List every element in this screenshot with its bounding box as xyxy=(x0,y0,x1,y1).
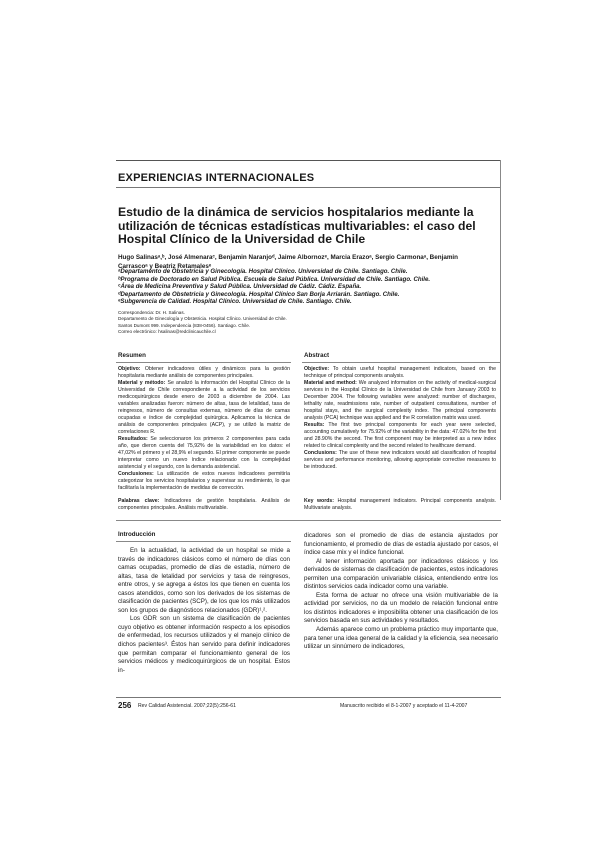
intro-paragraph: dicadores son el promedio de días de estancia ajustados por funcionamiento, el promedio de días de estadía ajustado por casos, el índice case mix y el índice funcional. xyxy=(304,532,498,557)
abstract-keywords: Key words: Hospital management indicators. Principal components analysis. Multivariate analysis. xyxy=(304,498,496,511)
intro-left-column xyxy=(118,547,290,675)
abstract-heading: Abstract xyxy=(304,352,330,359)
correspondence-line: Correspondencia: Dr. H. Salinas. xyxy=(118,310,185,315)
intro-rule xyxy=(116,541,291,542)
intro-right-column xyxy=(304,532,498,652)
right-vertical-rule xyxy=(500,160,501,500)
affiliation: ᵇPrograma de Doctorado en Salud Pública. Escuela de Salud Pública. Universidad de Chile. Santiago. Chile. xyxy=(118,275,431,283)
resumen-rule xyxy=(116,362,291,363)
affiliation: ᶜÁrea de Medicina Preventiva y Salud Pública. Universidad de Cádiz. Cádiz. España. xyxy=(118,283,362,291)
resumen-keywords: Palabras clave: Indicadores de gestión hospitalaria. Análisis de componentes principales. Análisis multivariable. xyxy=(118,498,290,511)
top-rule xyxy=(116,160,501,161)
received-date: Manuscrito recibido el 8-1-2007 y aceptado el 11-4-2007 xyxy=(340,703,468,709)
correspondence-line: Departamento de Ginecología y Obstetricia. Hospital Clínico. Universidad de Chile. xyxy=(118,316,287,322)
intro-paragraph: Además aparece como un problema práctico muy importante que, para tener una idea general de la calidad y la eficiencia, sea necesario utilizar un sinnúmero de indicadores, xyxy=(304,626,498,651)
resumen-objetivo: Objetivo: Obtener indicadores útiles y dinámicos para la gestión hospitalaria mediante análisis de componentes principales. xyxy=(118,366,290,379)
abstract-results: Results: The first two principal components for each year were selected, accounting cumulatively for 75.92% of the variability in the data: 47.02% for the first and 28.90% the second. The first component may be interpreted as a new index related to clinical complexity and the second related to healthcare demand. xyxy=(304,422,496,449)
abstract-objective: Objective: To obtain useful hospital management indicators, based on the technique of principal components analysis. xyxy=(304,366,496,379)
intro-paragraph: Al tener información aportada por indicadores clásicos y los derivados de sistemas de clasificación de pacientes, estos indicadores permiten una comparación univariable clásica, entendiendo entre los distintos servicios cada indicador como una variable. xyxy=(304,557,498,591)
resumen-conclusiones: Conclusiones: La utilización de estos nuevos indicadores permitiría categorizar los servicios hospitalarios y supervisar su rendimiento, lo que facilitaría la implementación de medidas de corrección. xyxy=(118,471,290,491)
intro-paragraph: Esta forma de actuar no ofrece una visión multivariable de la actividad por servicios, no da un modelo de relación funcional entre los distintos indicadores e imposibilita obtener una clasificación de los servicios basada en sus actividades y resultados. xyxy=(304,591,498,625)
resumen-body xyxy=(118,366,290,492)
article-title: Estudio de la dinámica de servicios hospitalarios mediante la utilización de técnicas estadísticas multivariables: el caso del Hospital Clínico de la Universidad de Chile xyxy=(118,205,476,247)
journal-citation: Rev Calidad Asistencial. 2007;22(5):256-61 xyxy=(138,703,236,709)
affiliation: ᵈDepartamento de Obstetricia y Ginecología. Hospital Clínico San Borja Arriarán. Santiago. Chile. xyxy=(118,290,400,298)
affiliations xyxy=(118,268,488,306)
footer-rule xyxy=(116,697,501,698)
correspondence xyxy=(118,310,478,335)
correspondence-line: Santos Dumont 999. Independencia (838-0456). Santiago. Chile. xyxy=(118,322,251,328)
abstract-rule xyxy=(302,362,500,363)
resumen-resultados: Resultados: Se seleccionaron los primeros 2 componentes para cada año, que dieron cuenta del 75,92% de la variabilidad en los datos: el 47,02% el primero y el 28,9% el segundo. El primer componente se puede interpretar como un nuevo índice relacionado con la complejidad asistencial y el segundo, con la demanda asistencial. xyxy=(118,436,290,470)
intro-heading: Introducción xyxy=(118,531,156,538)
resumen-heading: Resumen xyxy=(118,352,146,359)
abstract-body xyxy=(304,366,496,472)
page-number: 256 xyxy=(118,701,132,710)
authors: Hugo Salinasᵃ,ᵇ, José Almenaraᶜ, Benjamin Naranjoᵈ, Jaime Albornozᵉ, Marcia Erazoᵃ, Sergio Carmonaᵃ, Benjamin Carrascoᵃ y Beatriz Retamalesᵉ xyxy=(118,254,459,270)
resumen-material: Material y método: Se analizó la información del Hospital Clínico de la Universidad de Chile correspondiente a la actividad de los servicios medicoquirúrgicos desde enero de 2003 a diciembre de 2004. Las variables analizadas fueron: número de altas, tasa de letalidad, tasa de reingresos, número de consultas externas, número de días de camas ocupadas e índice de complejidad quirúrgica. Aplicamos la técnica de análisis de componentes principales (ACP), y se utilizó la matriz de correlaciones R. xyxy=(118,380,290,435)
intro-paragraph: Los GDR son un sistema de clasificación de pacientes cuyo objetivo es obtener información respecto a los episodios de enfermedad, los recursos utilizados y el manejo clínico de dichos pacientes³. Éstos han servido para definir indicadores que permitan comparar el funcionamiento general de los servicios médicos y medicoquirúrgicos de un hospital. Estos in- xyxy=(118,615,290,674)
abstract-material: Material and method: We analyzed information on the activity of medical-surgical services in the Hospital Clínico de la Universidad de Chile from January 2003 to December 2004. The following variables were analyzed: number of discharges, lethality rate, readmissions rate, number of outpatient consultations, number of hospital stays, and the surgical complexity index. The principal components analysis (PCA) technique was applied and the R correlation matrix was used. xyxy=(304,380,497,421)
abstract-conclusions: Conclusions: The use of these new indicators would aid classification of hospital services and performance monitoring, allowing appropriate corrective measures to be introduced. xyxy=(304,450,496,471)
affiliation: ᵃDepartamento de Obstetricia y Ginecología. Hospital Clínico. Universidad de Chile. Santiago. Chile. xyxy=(118,268,408,275)
abstracts-bottom-rule xyxy=(116,520,501,521)
section-title: EXPERIENCIAS INTERNACIONALES xyxy=(118,172,315,184)
section-rule xyxy=(116,187,501,188)
correspondence-email: Correo electrónico: hsalinas@redclinicauchile.cl xyxy=(118,328,216,334)
intro-paragraph: En la actualidad, la actividad de un hospital se mide a través de indicadores clásicos como el número de días con camas ocupadas, promedio de días de estadía, número de altas, tasa de letalidad por servicios y tasa de reingresos, entre otros, y se agrega a éstos los que tienen en cuenta los casos atendidos, como son los derivados de los sistemas de clasificación de pacientes (SCP), de los que los más utilizados son los grupos de diagnósticos relacionados (GDR)¹,². xyxy=(118,547,290,614)
affiliation: ᵉSubgerencia de Calidad. Hospital Clínico. Universidad de Chile. Santiago. Chile. xyxy=(118,298,352,306)
